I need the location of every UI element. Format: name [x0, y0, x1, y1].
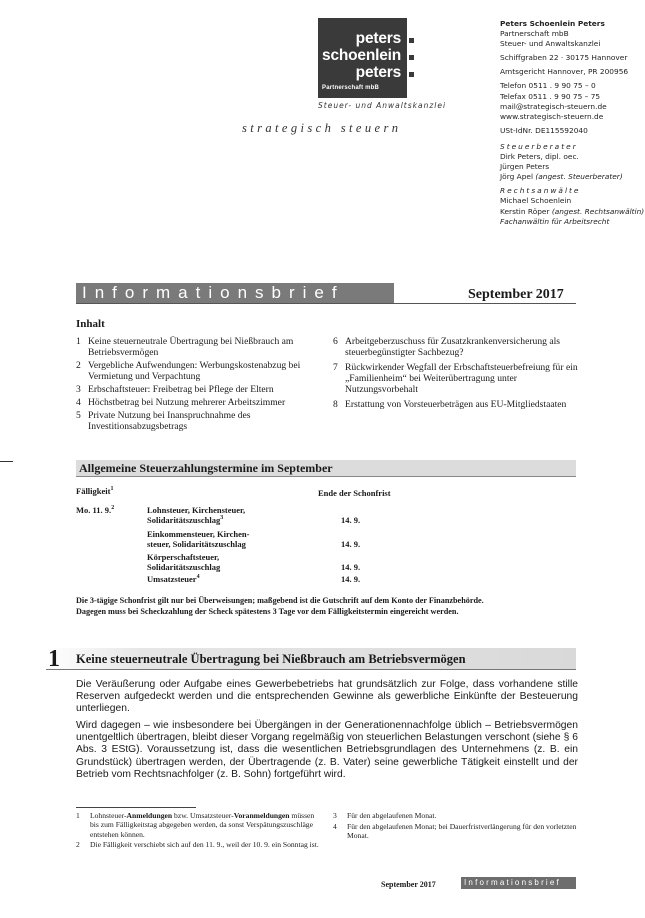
tax-row-label: Einkommensteuer, Kirchen- steuer, Solidaritätszuschlag	[147, 529, 250, 549]
tax-advisors-heading: Steuerberater	[500, 141, 578, 151]
footnote-4: 4 Für den abgelaufenen Monat; bei Dauerfristverlängerung für den vorletzten Monat.	[333, 822, 577, 841]
due-date-value: Mo. 11. 9.$^2$	[76, 505, 115, 515]
tax-row-value: 14. 9.	[341, 539, 361, 549]
contents-item[interactable]: 6 Arbeitgeberzuschuss für Zusatzkrankenversicherung als steuerbegünstigter Sachbezug?	[333, 336, 560, 358]
contents-item[interactable]: 7 Rückwirkender Wegfall der Erbschaftsteuerbefreiung für ein „Familienheim“ bei Weiterübertragung unter Nutzungsvorbehalt	[333, 362, 578, 395]
footnote-3: 3 Für den abgelaufenen Monat.	[333, 811, 437, 820]
tax-advisor-2: Jürgen Peters	[500, 162, 550, 172]
firm-court: Amtsgericht Hannover, PR 200956	[500, 67, 629, 77]
logo-square-icon	[409, 55, 414, 60]
grace-period-note: Die 3-tägige Schonfrist gilt nur bei Überweisungen; maßgebend ist die Gutschrift auf dem Konto der Finanzbehörde. Dagegen muss bei Scheckzahlung der Scheck spätestens 3 Tage vor dem Fälligkeitstermin eingereicht werden.	[76, 596, 484, 616]
col-due-date: Fälligkeit$^1$	[76, 486, 114, 496]
footer-title: Informationsbrief	[461, 877, 576, 889]
logo-line-2: schoenlein	[322, 47, 401, 64]
tax-row-label: Umsatzsteuer$^4$	[147, 574, 200, 584]
footnote-divider	[76, 807, 196, 808]
lawyer-2-specialty: Fachanwältin für Arbeitsrecht	[500, 216, 610, 226]
tax-row-value: 14. 9.	[341, 562, 361, 572]
document-title: Informationsbrief	[76, 283, 394, 303]
logo-line-3: peters	[355, 64, 401, 81]
lawyer-1: Michael Schoenlein	[500, 196, 572, 206]
firm-vat-id: USt-IdNr. DE115592040	[500, 125, 588, 135]
contents-list-left	[76, 336, 321, 434]
col-grace-end: Ende der Schonfrist	[318, 488, 391, 498]
logo-line-1: peters	[355, 30, 401, 47]
title-divider	[76, 303, 576, 304]
firm-website[interactable]: www.strategisch-steuern.de	[500, 111, 604, 121]
footer-date: September 2017	[381, 880, 436, 889]
letterhead	[500, 19, 645, 227]
contents-item[interactable]: 1 Keine steuerneutrale Übertragung bei Nießbrauch am Betriebsvermögen	[76, 336, 294, 358]
section-1-paragraph-1: Die Veräußerung oder Aufgabe eines Gewerbebetriebs hat grundsätzlich zur Folge, dass vorhandene stille Reserven aufgedeckt werden und die entsprechenden Gewinne als gewerbliche Einkünfte der Besteuerung unterliegen.	[76, 679, 578, 715]
issue-date: September 2017	[468, 287, 564, 302]
logo-square-icon	[409, 38, 414, 43]
firm-logo	[318, 18, 407, 98]
firm-fax: Telefax 0511 . 9 90 75 – 75	[500, 91, 601, 101]
logo-subtitle: Partnerschaft mbB	[322, 85, 380, 91]
lawyer-2: Kerstin Röper (angest. Rechtsanwältin)	[500, 206, 645, 216]
logo-square-icon	[409, 72, 414, 77]
firm-phone: Telefon 0511 . 9 90 75 – 0	[500, 81, 596, 91]
section-number: 1	[48, 646, 60, 672]
contents-item[interactable]: 4 Höchstbetrag bei Nutzung mehrerer Arbeitszimmer	[76, 397, 286, 408]
section-title: Keine steuerneutrale Übertragung bei Nießbrauch am Betriebsvermögen	[76, 652, 466, 666]
firm-form: Partnerschaft mbB	[500, 29, 569, 39]
contents-item[interactable]: 8 Erstattung von Vorsteuerbeträgen aus EU-Mitgliedstaaten	[333, 399, 567, 410]
contents-item[interactable]: 2 Vergebliche Aufwendungen: Werbungskostenabzug bei Vermietung und Verpachtung	[76, 360, 301, 382]
tax-row-value: 14. 9.	[341, 515, 361, 525]
logo-tagline: Steuer- und Anwaltskanzlei	[318, 101, 447, 110]
firm-email[interactable]: mail@strategisch-steuern.de	[500, 101, 607, 111]
firm-name: Peters Schoenlein Peters	[500, 19, 605, 28]
section-1-paragraph-2: Wird dagegen – wie insbesondere bei Übergängen in der Generationennachfolge üblich – Betriebsvermögen unentgeltlich übertragen, bleibt dieser Vorgang regelmäßig von steuerlichen Belastungen verschont (siehe § 6 Abs. 3 EStG). Voraussetzung ist, dass die wesentlichen Betriebsgrundlagen des Unternehmens (z. B. ein Grundstück) übertragen werden, der Übertragende (z. B. Vater) seine gewerbliche Tätigkeit einstellt und der Betrieb vom Rechtsnachfolger (z. B. Sohn) fortgeführt wird.	[76, 720, 578, 780]
lawyers-heading: Rechtsanwälte	[500, 186, 581, 196]
fold-mark	[0, 461, 13, 462]
tax-advisor-3: Jörg Apel (angest. Steuerberater)	[500, 172, 623, 182]
contents-item[interactable]: 3 Erbschaftsteuer: Freibetrag bei Pflege der Eltern	[76, 384, 274, 395]
tax-row-label: Lohnsteuer, Kirchensteuer, Solidaritätszuschlag$^3$	[147, 505, 246, 525]
tax-advisor-1: Dirk Peters, dipl. oec.	[500, 152, 579, 162]
tax-row-label: Körperschaftsteuer, Solidaritätszuschlag	[147, 552, 221, 572]
contents-item[interactable]: 5 Private Nutzung bei Inanspruchnahme des Investitionsabzugsbetrags	[76, 410, 251, 432]
footnote-1: 1 Lohnsteuer-Anmeldungen bzw. Umsatzsteuer-Voranmeldungen müssen bis zum Fälligkeitstag abgegeben werden, da sonst Verspätungszuschläge entstehen können.	[76, 811, 315, 839]
tax-dates-heading: Allgemeine Steuerzahlungstermine im September	[76, 460, 576, 477]
tax-row-value: 14. 9.	[341, 574, 361, 584]
contents-list-right	[333, 336, 578, 412]
slogan: strategisch steuern	[242, 121, 402, 135]
footnote-2: 2 Die Fälligkeit verschiebt sich auf den 11. 9., weil der 10. 9. ein Sonntag ist.	[76, 840, 319, 849]
section-1-heading	[46, 648, 576, 670]
firm-type: Steuer- und Anwaltskanzlei	[500, 39, 601, 49]
firm-address: Schiffgraben 22 · 30175 Hannover	[500, 53, 628, 63]
contents-heading: Inhalt	[76, 318, 105, 330]
